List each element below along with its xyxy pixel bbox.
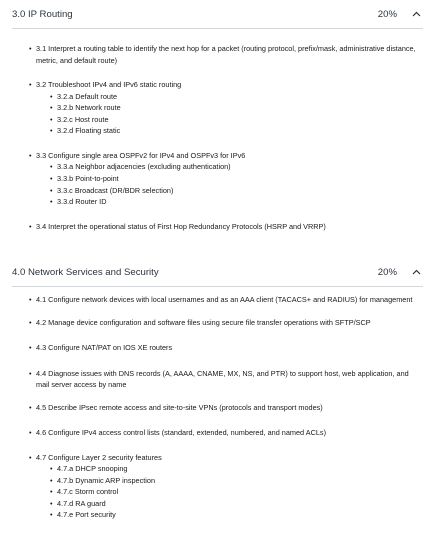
topic-text: 3.3 Configure single area OSPFv2 for IPv4 and OSPFv3 for IPv6 xyxy=(36,150,246,160)
topic-text: 3.4 Interpret the operational status of First Hop Redundancy Protocols (HSRP and VRRP) xyxy=(36,221,326,231)
topic-item xyxy=(12,79,423,137)
topic-item xyxy=(12,368,423,391)
topic-text: 3.1 Interpret a routing table to identify the next hop for a packet (routing protocol, prefix/mask, administrative distance, metric, and default route) xyxy=(36,44,416,65)
chevron-up-icon[interactable] xyxy=(411,9,421,19)
topic-list xyxy=(12,43,423,232)
topic-item xyxy=(12,317,423,329)
subtopic-item: • 3.3.c Broadcast (DR/BDR selection) xyxy=(12,185,423,197)
section-ip-routing xyxy=(12,4,423,232)
subtopic-item: • 3.3.d Router ID xyxy=(12,196,423,208)
subtopic-item: • 3.2.d Floating static xyxy=(12,125,423,137)
topic-item xyxy=(12,402,423,414)
section-weight: 20% xyxy=(377,266,397,278)
topic-item xyxy=(12,427,423,439)
chevron-up-icon[interactable] xyxy=(411,267,421,277)
subtopic-item: • 4.7.a DHCP snooping xyxy=(12,463,423,475)
subtopic-list xyxy=(12,91,423,137)
topic-text: 4.3 Configure NAT/PAT on IOS XE routers xyxy=(36,343,173,352)
topic-text: 4.1 Configure network devices with local usernames and as an AAA client (TACACS+ and RADIUS) for management xyxy=(36,295,413,304)
subtopic-item: • 4.7.e Port security xyxy=(12,509,423,521)
topic-item xyxy=(12,342,423,354)
topic-text: 4.2 Manage device configuration and software files using secure file transfer operations with SFTP/SCP xyxy=(36,317,371,327)
topic-text: 3.2 Troubleshoot IPv4 and IPv6 static routing xyxy=(36,80,182,89)
subtopic-item: • 4.7.b Dynamic ARP inspection xyxy=(12,475,423,487)
topic-item xyxy=(12,294,423,306)
section-header-ip-routing[interactable] xyxy=(12,4,423,29)
topic-list xyxy=(12,294,423,521)
subtopic-item: • 3.3.a Neighbor adjacencies (excluding authentication) xyxy=(12,161,423,173)
section-header-network-services[interactable] xyxy=(12,262,423,287)
subtopic-item: • 3.3.b Point-to-point xyxy=(12,173,423,185)
subtopic-list xyxy=(12,161,423,207)
subtopic-item: • 3.2.a Default route xyxy=(12,91,423,103)
topic-item xyxy=(12,43,423,66)
topic-item xyxy=(12,452,423,521)
topic-text: 4.5 Describe IPsec remote access and site-to-site VPNs (protocols and transport modes) xyxy=(36,402,323,412)
section-network-services-security xyxy=(12,262,423,521)
topic-item xyxy=(12,221,423,233)
subtopic-item: • 4.7.d RA guard xyxy=(12,498,423,510)
section-title: 3.0 IP Routing xyxy=(12,8,73,20)
section-title: 4.0 Network Services and Security xyxy=(12,266,159,278)
topic-text: 4.6 Configure IPv4 access control lists (standard, extended, numbered, and named ACLs) xyxy=(36,428,327,437)
subtopic-item: • 3.2.c Host route xyxy=(12,114,423,126)
subtopic-item: • 3.2.b Network route xyxy=(12,102,423,114)
subtopic-list xyxy=(12,463,423,521)
topic-item xyxy=(12,150,423,208)
section-weight: 20% xyxy=(377,8,397,20)
topic-text: 4.7 Configure Layer 2 security features xyxy=(36,452,162,462)
topic-text: 4.4 Diagnose issues with DNS records (A, AAAA, CNAME, MX, NS, and PTR) to support host, web application, and mail server access by name xyxy=(36,368,409,389)
subtopic-item: • 4.7.c Storm control xyxy=(12,486,423,498)
